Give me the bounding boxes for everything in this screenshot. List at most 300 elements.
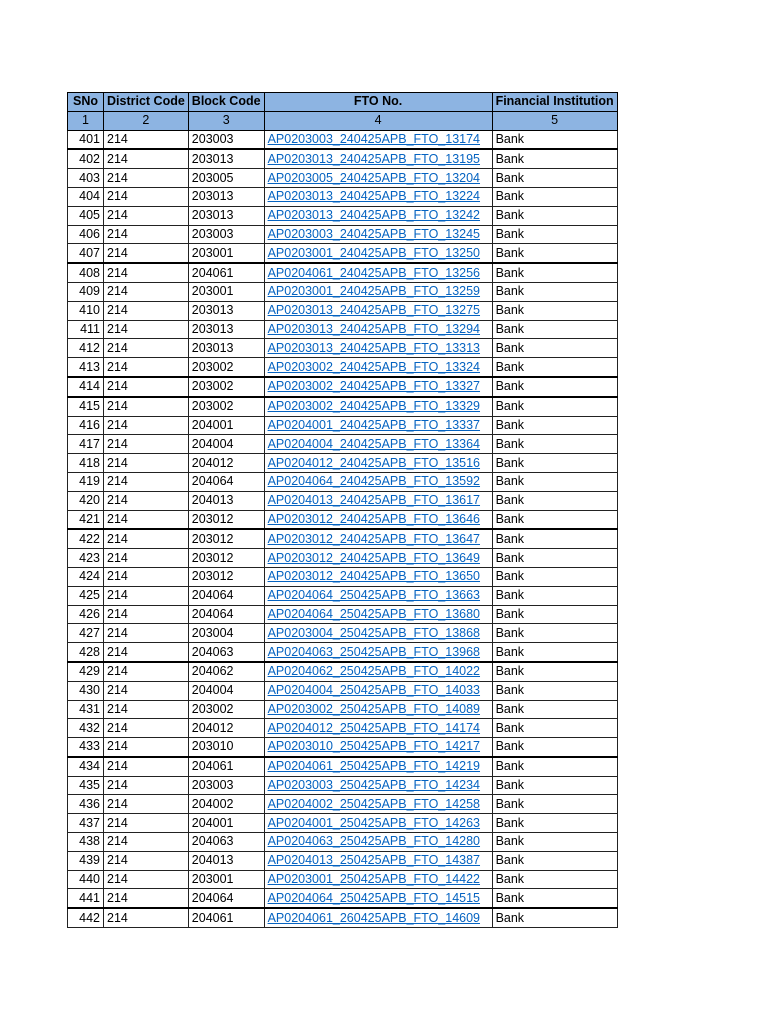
cell-financial-institution: Bank <box>492 358 617 377</box>
cell-sno: 434 <box>68 757 104 776</box>
fto-link[interactable]: AP0204064_250425APB_FTO_14515 <box>267 890 481 905</box>
cell-block-code: 204064 <box>188 472 264 491</box>
cell-block-code: 204013 <box>188 491 264 510</box>
cell-block-code: 204061 <box>188 908 264 927</box>
cell-fto-no <box>264 643 492 662</box>
cell-block-code: 203013 <box>188 149 264 168</box>
table-row <box>68 814 618 833</box>
fto-link[interactable]: AP0203002_250425APB_FTO_14089 <box>267 701 481 716</box>
cell-financial-institution: Bank <box>492 225 617 244</box>
cell-block-code: 204013 <box>188 851 264 870</box>
cell-financial-institution: Bank <box>492 681 617 700</box>
table-row <box>68 662 618 681</box>
cell-district-code: 214 <box>104 529 189 548</box>
fto-link[interactable]: AP0203013_240425APB_FTO_13224 <box>267 189 481 204</box>
cell-fto-no <box>264 681 492 700</box>
cell-district-code: 214 <box>104 169 189 188</box>
table-row <box>68 529 618 548</box>
table-row <box>68 263 618 282</box>
cell-district-code: 214 <box>104 681 189 700</box>
cell-fto-no <box>264 435 492 454</box>
table-row <box>68 206 618 225</box>
fto-link[interactable]: AP0204064_240425APB_FTO_13592 <box>267 474 481 489</box>
cell-financial-institution: Bank <box>492 833 617 852</box>
cell-sno: 428 <box>68 643 104 662</box>
column-number: 4 <box>264 111 492 130</box>
cell-district-code: 214 <box>104 397 189 416</box>
fto-link[interactable]: AP0204004_240425APB_FTO_13364 <box>267 436 481 451</box>
table-row <box>68 738 618 757</box>
cell-sno: 420 <box>68 491 104 510</box>
table-row <box>68 681 618 700</box>
cell-block-code: 203010 <box>188 738 264 757</box>
cell-financial-institution: Bank <box>492 510 617 529</box>
cell-sno: 442 <box>68 908 104 927</box>
column-number: 1 <box>68 111 104 130</box>
table-row <box>68 643 618 662</box>
cell-financial-institution: Bank <box>492 206 617 225</box>
cell-district-code: 214 <box>104 700 189 719</box>
cell-sno: 402 <box>68 149 104 168</box>
cell-fto-no <box>264 416 492 435</box>
cell-financial-institution: Bank <box>492 643 617 662</box>
cell-district-code: 214 <box>104 187 189 206</box>
table-row <box>68 567 618 586</box>
cell-sno: 418 <box>68 454 104 473</box>
cell-fto-no <box>264 206 492 225</box>
cell-district-code: 214 <box>104 567 189 586</box>
column-number-row <box>68 111 618 130</box>
fto-link[interactable]: AP0203001_240425APB_FTO_13250 <box>267 245 481 260</box>
cell-block-code: 203013 <box>188 301 264 320</box>
cell-block-code: 203003 <box>188 130 264 149</box>
cell-fto-no <box>264 795 492 814</box>
cell-fto-no <box>264 397 492 416</box>
cell-district-code: 214 <box>104 510 189 529</box>
header-block-code: Block Code <box>188 93 264 112</box>
fto-link[interactable]: AP0204061_260425APB_FTO_14609 <box>267 910 481 925</box>
cell-district-code: 214 <box>104 301 189 320</box>
fto-link[interactable]: AP0203012_240425APB_FTO_13649 <box>267 550 481 565</box>
cell-sno: 421 <box>68 510 104 529</box>
cell-fto-no <box>264 605 492 624</box>
table-row <box>68 225 618 244</box>
cell-district-code: 214 <box>104 149 189 168</box>
fto-link[interactable]: AP0203012_240425APB_FTO_13646 <box>267 511 481 526</box>
cell-block-code: 204064 <box>188 605 264 624</box>
cell-financial-institution: Bank <box>492 529 617 548</box>
cell-fto-no <box>264 149 492 168</box>
cell-fto-no <box>264 377 492 397</box>
cell-financial-institution: Bank <box>492 776 617 795</box>
cell-financial-institution: Bank <box>492 301 617 320</box>
table-row <box>68 320 618 339</box>
cell-block-code: 203001 <box>188 282 264 301</box>
table-row <box>68 908 618 927</box>
fto-link[interactable]: AP0204012_250425APB_FTO_14174 <box>267 720 481 735</box>
table-row <box>68 833 618 852</box>
cell-district-code: 214 <box>104 358 189 377</box>
cell-district-code: 214 <box>104 282 189 301</box>
cell-district-code: 214 <box>104 491 189 510</box>
cell-financial-institution: Bank <box>492 795 617 814</box>
cell-district-code: 214 <box>104 908 189 927</box>
cell-financial-institution: Bank <box>492 700 617 719</box>
cell-fto-no <box>264 358 492 377</box>
cell-fto-no <box>264 738 492 757</box>
cell-district-code: 214 <box>104 244 189 263</box>
fto-link[interactable]: AP0204061_250425APB_FTO_14219 <box>267 759 481 774</box>
fto-link[interactable]: AP0203002_240425APB_FTO_13324 <box>267 359 481 374</box>
cell-fto-no <box>264 814 492 833</box>
table-row <box>68 169 618 188</box>
table-row <box>68 339 618 358</box>
cell-block-code: 204004 <box>188 435 264 454</box>
cell-fto-no <box>264 700 492 719</box>
fto-link[interactable]: AP0203013_240425APB_FTO_13195 <box>267 151 481 166</box>
table-row <box>68 549 618 568</box>
cell-sno: 427 <box>68 624 104 643</box>
table-row <box>68 149 618 168</box>
cell-sno: 404 <box>68 187 104 206</box>
cell-sno: 409 <box>68 282 104 301</box>
table-row <box>68 586 618 605</box>
table-row <box>68 435 618 454</box>
fto-link[interactable]: AP0203002_240425APB_FTO_13327 <box>267 379 481 394</box>
cell-financial-institution: Bank <box>492 169 617 188</box>
table-row <box>68 377 618 397</box>
cell-financial-institution: Bank <box>492 244 617 263</box>
cell-sno: 441 <box>68 889 104 908</box>
cell-financial-institution: Bank <box>492 130 617 149</box>
table-row <box>68 472 618 491</box>
table-row <box>68 397 618 416</box>
cell-block-code: 204001 <box>188 814 264 833</box>
cell-sno: 419 <box>68 472 104 491</box>
cell-district-code: 214 <box>104 870 189 889</box>
cell-sno: 411 <box>68 320 104 339</box>
column-number: 2 <box>104 111 189 130</box>
cell-fto-no <box>264 301 492 320</box>
column-number: 3 <box>188 111 264 130</box>
cell-block-code: 203012 <box>188 510 264 529</box>
fto-link[interactable]: AP0203013_240425APB_FTO_13294 <box>267 321 481 336</box>
cell-district-code: 214 <box>104 586 189 605</box>
cell-fto-no <box>264 491 492 510</box>
table-body <box>68 130 618 927</box>
cell-financial-institution: Bank <box>492 282 617 301</box>
cell-sno: 429 <box>68 662 104 681</box>
table-row <box>68 510 618 529</box>
cell-sno: 407 <box>68 244 104 263</box>
cell-fto-no <box>264 282 492 301</box>
cell-financial-institution: Bank <box>492 397 617 416</box>
cell-fto-no <box>264 320 492 339</box>
cell-block-code: 203002 <box>188 377 264 397</box>
table-row <box>68 244 618 263</box>
cell-block-code: 204064 <box>188 586 264 605</box>
fto-link[interactable]: AP0203001_250425APB_FTO_14422 <box>267 872 481 887</box>
cell-financial-institution: Bank <box>492 149 617 168</box>
cell-financial-institution: Bank <box>492 889 617 908</box>
cell-block-code: 203003 <box>188 225 264 244</box>
fto-link[interactable]: AP0204012_240425APB_FTO_13516 <box>267 455 481 470</box>
header-financial-institution: Financial Institution <box>492 93 617 112</box>
fto-table <box>67 92 618 928</box>
cell-sno: 423 <box>68 549 104 568</box>
cell-sno: 437 <box>68 814 104 833</box>
cell-fto-no <box>264 776 492 795</box>
cell-block-code: 204004 <box>188 681 264 700</box>
cell-block-code: 204002 <box>188 795 264 814</box>
cell-sno: 436 <box>68 795 104 814</box>
cell-fto-no <box>264 851 492 870</box>
cell-block-code: 203012 <box>188 567 264 586</box>
cell-financial-institution: Bank <box>492 435 617 454</box>
cell-district-code: 214 <box>104 225 189 244</box>
cell-district-code: 214 <box>104 757 189 776</box>
cell-block-code: 204001 <box>188 416 264 435</box>
fto-link[interactable]: AP0204001_250425APB_FTO_14263 <box>267 815 481 830</box>
fto-link[interactable]: AP0203012_240425APB_FTO_13650 <box>267 569 481 584</box>
cell-financial-institution: Bank <box>492 416 617 435</box>
cell-district-code: 214 <box>104 339 189 358</box>
fto-link[interactable]: AP0204013_240425APB_FTO_13617 <box>267 493 481 508</box>
cell-block-code: 203004 <box>188 624 264 643</box>
cell-sno: 401 <box>68 130 104 149</box>
cell-financial-institution: Bank <box>492 719 617 738</box>
cell-sno: 416 <box>68 416 104 435</box>
cell-sno: 422 <box>68 529 104 548</box>
cell-fto-no <box>264 662 492 681</box>
fto-link[interactable]: AP0204063_250425APB_FTO_13968 <box>267 644 481 659</box>
cell-fto-no <box>264 757 492 776</box>
table-row <box>68 624 618 643</box>
cell-sno: 424 <box>68 567 104 586</box>
cell-sno: 412 <box>68 339 104 358</box>
cell-sno: 426 <box>68 605 104 624</box>
cell-sno: 403 <box>68 169 104 188</box>
cell-sno: 406 <box>68 225 104 244</box>
header-district-code: District Code <box>104 93 189 112</box>
table-row <box>68 700 618 719</box>
cell-fto-no <box>264 187 492 206</box>
fto-link[interactable]: AP0204004_250425APB_FTO_14033 <box>267 683 481 698</box>
table-row <box>68 491 618 510</box>
cell-financial-institution: Bank <box>492 263 617 282</box>
cell-sno: 415 <box>68 397 104 416</box>
cell-district-code: 214 <box>104 320 189 339</box>
cell-district-code: 214 <box>104 435 189 454</box>
table-row <box>68 605 618 624</box>
cell-district-code: 214 <box>104 662 189 681</box>
cell-fto-no <box>264 510 492 529</box>
table-row <box>68 795 618 814</box>
cell-fto-no <box>264 567 492 586</box>
cell-district-code: 214 <box>104 814 189 833</box>
fto-link[interactable]: AP0204002_250425APB_FTO_14258 <box>267 796 481 811</box>
fto-link[interactable]: AP0203001_240425APB_FTO_13259 <box>267 284 481 299</box>
cell-fto-no <box>264 472 492 491</box>
table-row <box>68 757 618 776</box>
cell-block-code: 203002 <box>188 397 264 416</box>
cell-sno: 413 <box>68 358 104 377</box>
cell-district-code: 214 <box>104 643 189 662</box>
cell-fto-no <box>264 169 492 188</box>
cell-block-code: 203012 <box>188 529 264 548</box>
cell-sno: 431 <box>68 700 104 719</box>
header-fto-no: FTO No. <box>264 93 492 112</box>
cell-block-code: 204012 <box>188 719 264 738</box>
fto-link[interactable]: AP0203013_240425APB_FTO_13242 <box>267 208 481 223</box>
fto-link[interactable]: AP0204062_250425APB_FTO_14022 <box>267 664 481 679</box>
cell-block-code: 204012 <box>188 454 264 473</box>
cell-financial-institution: Bank <box>492 605 617 624</box>
cell-fto-no <box>264 889 492 908</box>
cell-sno: 408 <box>68 263 104 282</box>
table-row <box>68 719 618 738</box>
cell-financial-institution: Bank <box>492 814 617 833</box>
table-header <box>68 93 618 131</box>
cell-district-code: 214 <box>104 416 189 435</box>
cell-block-code: 204061 <box>188 757 264 776</box>
cell-fto-no <box>264 624 492 643</box>
cell-fto-no <box>264 719 492 738</box>
cell-financial-institution: Bank <box>492 491 617 510</box>
cell-district-code: 214 <box>104 454 189 473</box>
fto-link[interactable]: AP0203002_240425APB_FTO_13329 <box>267 399 481 414</box>
cell-fto-no <box>264 529 492 548</box>
cell-financial-institution: Bank <box>492 757 617 776</box>
table-row <box>68 301 618 320</box>
cell-fto-no <box>264 339 492 358</box>
cell-fto-no <box>264 549 492 568</box>
cell-financial-institution: Bank <box>492 662 617 681</box>
cell-financial-institution: Bank <box>492 320 617 339</box>
cell-sno: 435 <box>68 776 104 795</box>
cell-district-code: 214 <box>104 833 189 852</box>
fto-link[interactable]: AP0204001_240425APB_FTO_13337 <box>267 417 481 432</box>
cell-financial-institution: Bank <box>492 339 617 358</box>
cell-sno: 433 <box>68 738 104 757</box>
cell-block-code: 203013 <box>188 339 264 358</box>
cell-district-code: 214 <box>104 377 189 397</box>
fto-link[interactable]: AP0203012_240425APB_FTO_13647 <box>267 531 481 546</box>
cell-district-code: 214 <box>104 851 189 870</box>
cell-financial-institution: Bank <box>492 624 617 643</box>
fto-link[interactable]: AP0203013_240425APB_FTO_13275 <box>267 303 481 318</box>
table-row <box>68 282 618 301</box>
cell-sno: 438 <box>68 833 104 852</box>
cell-block-code: 203013 <box>188 187 264 206</box>
cell-sno: 405 <box>68 206 104 225</box>
cell-sno: 425 <box>68 586 104 605</box>
fto-link[interactable]: AP0203005_240425APB_FTO_13204 <box>267 170 481 185</box>
cell-district-code: 214 <box>104 472 189 491</box>
cell-fto-no <box>264 870 492 889</box>
cell-district-code: 214 <box>104 738 189 757</box>
cell-district-code: 214 <box>104 719 189 738</box>
cell-fto-no <box>264 244 492 263</box>
cell-fto-no <box>264 454 492 473</box>
fto-link[interactable]: AP0203013_240425APB_FTO_13313 <box>267 340 481 355</box>
cell-fto-no <box>264 225 492 244</box>
fto-link[interactable]: AP0204063_250425APB_FTO_14280 <box>267 834 481 849</box>
cell-financial-institution: Bank <box>492 870 617 889</box>
cell-block-code: 203001 <box>188 244 264 263</box>
cell-fto-no <box>264 908 492 927</box>
fto-link[interactable]: AP0204064_250425APB_FTO_13663 <box>267 588 481 603</box>
cell-district-code: 214 <box>104 776 189 795</box>
header-row <box>68 93 618 112</box>
cell-block-code: 203013 <box>188 206 264 225</box>
cell-block-code: 204061 <box>188 263 264 282</box>
cell-sno: 430 <box>68 681 104 700</box>
fto-link[interactable]: AP0203004_250425APB_FTO_13868 <box>267 625 481 640</box>
table-row <box>68 889 618 908</box>
cell-block-code: 203001 <box>188 870 264 889</box>
cell-block-code: 203003 <box>188 776 264 795</box>
cell-block-code: 204062 <box>188 662 264 681</box>
table-row <box>68 776 618 795</box>
cell-financial-institution: Bank <box>492 738 617 757</box>
table-row <box>68 851 618 870</box>
cell-district-code: 214 <box>104 130 189 149</box>
cell-financial-institution: Bank <box>492 472 617 491</box>
cell-financial-institution: Bank <box>492 567 617 586</box>
cell-block-code: 204063 <box>188 643 264 662</box>
cell-block-code: 203002 <box>188 358 264 377</box>
cell-sno: 440 <box>68 870 104 889</box>
cell-sno: 414 <box>68 377 104 397</box>
cell-financial-institution: Bank <box>492 586 617 605</box>
fto-link[interactable]: AP0203003_240425APB_FTO_13245 <box>267 226 481 241</box>
cell-district-code: 214 <box>104 795 189 814</box>
cell-district-code: 214 <box>104 206 189 225</box>
cell-block-code: 203013 <box>188 320 264 339</box>
cell-financial-institution: Bank <box>492 851 617 870</box>
cell-district-code: 214 <box>104 605 189 624</box>
table-row <box>68 187 618 206</box>
table-row <box>68 416 618 435</box>
cell-sno: 432 <box>68 719 104 738</box>
cell-block-code: 203005 <box>188 169 264 188</box>
cell-block-code: 203012 <box>188 549 264 568</box>
fto-link[interactable]: AP0203003_250425APB_FTO_14234 <box>267 778 481 793</box>
cell-sno: 410 <box>68 301 104 320</box>
cell-district-code: 214 <box>104 889 189 908</box>
cell-block-code: 203002 <box>188 700 264 719</box>
table-row <box>68 454 618 473</box>
fto-link[interactable]: AP0204061_240425APB_FTO_13256 <box>267 265 481 280</box>
cell-sno: 417 <box>68 435 104 454</box>
cell-fto-no <box>264 130 492 149</box>
cell-district-code: 214 <box>104 263 189 282</box>
fto-link[interactable]: AP0203010_250425APB_FTO_14217 <box>267 739 481 754</box>
cell-district-code: 214 <box>104 624 189 643</box>
cell-block-code: 204064 <box>188 889 264 908</box>
cell-fto-no <box>264 586 492 605</box>
cell-district-code: 214 <box>104 549 189 568</box>
header-sno: SNo <box>68 93 104 112</box>
cell-sno: 439 <box>68 851 104 870</box>
cell-financial-institution: Bank <box>492 187 617 206</box>
fto-link[interactable]: AP0204013_250425APB_FTO_14387 <box>267 853 481 868</box>
fto-link[interactable]: AP0203003_240425APB_FTO_13174 <box>267 131 481 146</box>
cell-financial-institution: Bank <box>492 908 617 927</box>
fto-link[interactable]: AP0204064_250425APB_FTO_13680 <box>267 606 481 621</box>
cell-financial-institution: Bank <box>492 454 617 473</box>
